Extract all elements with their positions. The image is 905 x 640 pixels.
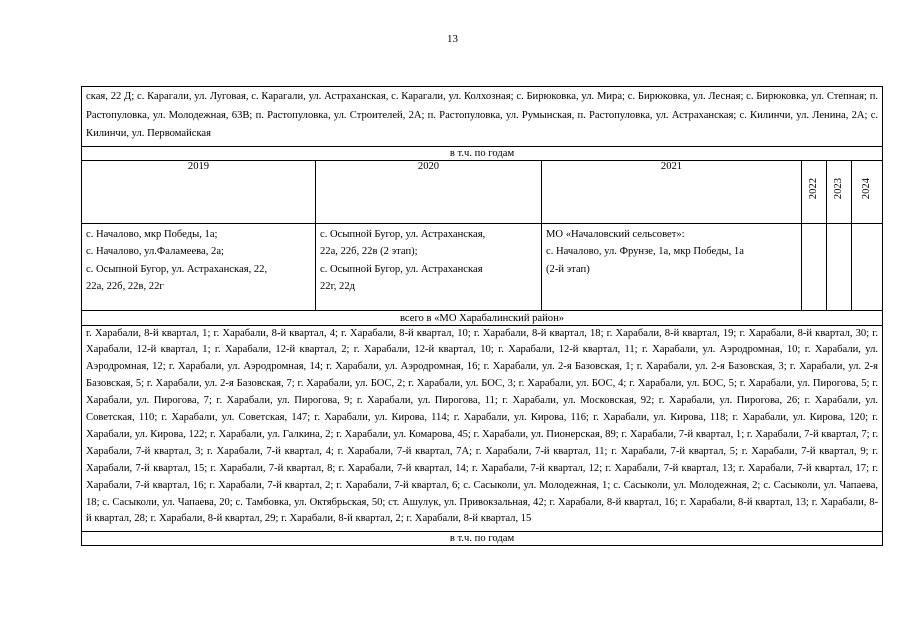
year-2024-header: 2024 — [852, 160, 883, 223]
year-2021-cell: МО «Началовский сельсовет»: с. Началово, ул. Фрунзе, 1а, мкр Победы, 1а (2-й этап) — [542, 223, 802, 310]
by-years-header: в т.ч. по годам — [82, 146, 883, 160]
year-2019-cell: с. Началово, мкр Победы, 1а; с. Началово, ул.Фаламеева, 2а; с. Осыпной Бугор, ул. Астраханская, 22, 22а, 22б, 22в, 22г — [82, 223, 316, 310]
total-header: всего в «МО Харабалинский район» — [82, 310, 883, 325]
year-2020-cell: с. Осыпной Бугор, ул. Астраханская, 22а, 22б, 22в (2 этап); с. Осыпной Бугор, ул. Астраханская 22г, 22д — [316, 223, 542, 310]
year-2021-header: 2021 — [542, 160, 802, 223]
year-2023-cell — [827, 223, 852, 310]
year-2022-cell — [802, 223, 827, 310]
page-number: 13 — [447, 33, 458, 45]
top-address-list: ская, 22 Д; с. Карагали, ул. Луговая, с. Карагали, ул. Астраханская, с. Карагали, ул. Колхозная; с. Бирюковка, ул. Мира; с. Бирюковка, ул. Лесная; с. Бирюковка, ул. Степная; п. Растопуловка, ул. Молодежная, 63В; п. Растопуловка, ул. Строителей, 2А; п. Растопуловка, ул. Румынская, п. Растопуловка, ул. Астраханская; с. Килинчи, ул. Ленина, 2А; с. Килинчи, ул. Первомайская — [82, 87, 883, 147]
year-2020-header: 2020 — [316, 160, 542, 223]
year-2024-cell — [852, 223, 883, 310]
bottom-by-years-header: в т.ч. по годам — [82, 532, 883, 546]
year-2022-header: 2022 — [802, 160, 827, 223]
year-2019-header: 2019 — [82, 160, 316, 223]
total-address-list: г. Харабали, 8-й квартал, 1; г. Харабали, 8-й квартал, 4; г. Харабали, 8-й квартал, 10; г. Харабали, 8-й квартал, 18; г. Харабали, 8-й квартал, 19; г. Харабали, 8-й квартал, 30; г. Харабали, 12-й квартал, 1; г. Харабали, 12-й квартал, 2; г. Харабали, 12-й квартал, 10; г. Харабали, 12-й квартал, 11; г. Харабали, ул. Аэродромная, 10; г. Харабали, ул. Аэродромная, 12; г. Харабали, ул. Аэродромная, 14; г. Харабали, ул. Аэродромная, 16; г. Харабали, ул. 2-я Базовская, 1; г. Харабали, ул. 2-я Базовская, 3; г. Харабали, ул. 2-я Базовская, 5; г. Харабали, ул. 2-я Базовская, 7; г. Харабали, ул. БОС, 2; г. Харабали, ул. БОС, 3; г. Харабали, ул. БОС, 4; г. Харабали, ул. БОС, 5; г. Харабали, ул. Пирогова, 5; г. Харабали, ул. Пирогова, 7; г. Харабали, ул. Пирогова, 9; г. Харабали, ул. Пирогова, 11; г. Харабали, ул. Московская, 92; г. Харабали, ул. Пирогова, 26; г. Харабали, ул. Советская, 110; г. Харабали, ул. Советская, 147; г. Харабали, ул. Кирова, 114; г. Харабали, ул. Кирова, 116; г. Харабали, ул. Кирова, 118; г. Харабали, ул. Кирова, 120; г. Харабали, ул. Кирова, 122; г. Харабали, ул. Галкина, 2; г. Харабали, ул. Комарова, 45; г. Харабали, ул. Пионерская, 89; г. Харабали, 7-й квартал, 1; г. Харабали, 7-й квартал, 7; г. Харабали, 7-й квартал, 3; г. Харабали, 7-й квартал, 4; г. Харабали, 7-й квартал, 7А; г. Харабали, 7-й квартал, 11; г. Харабали, 7-й квартал, 5; г. Харабали, 7-й квартал, 9; г. Харабали, 7-й квартал, 15; г. Харабали, 7-й квартал, 8; г. Харабали, 7-й квартал, 14; г. Харабали, 7-й квартал, 12; г. Харабали, 7-й квартал, 13; г. Харабали, 7-й квартал, 17; г. Харабали, 7-й квартал, 16; г. Харабали, 7-й квартал, 2; г. Харабали, 7-й квартал, 6; с. Сасыколи, ул. Молодежная, 1; с. Сасыколи, ул. Молодежная, 2; с. Сасыколи, ул. Чапаева, 18; с. Сасыколи, ул. Чапаева, 20; с. Тамбовка, ул. Октябрьская, 50; ст. Ашулук, ул. Привокзальная, 42; г. Харабали, 8-й квартал, 16; г. Харабали, 8-й квартал, 13; г. Харабали, 8-й квартал, 28; г. Харабали, 8-й квартал, 29; г. Харабали, 8-й квартал, 2; г. Харабали, 8-й квартал, 15 — [82, 325, 883, 532]
year-2023-header: 2023 — [827, 160, 852, 223]
objects-table — [81, 86, 883, 546]
